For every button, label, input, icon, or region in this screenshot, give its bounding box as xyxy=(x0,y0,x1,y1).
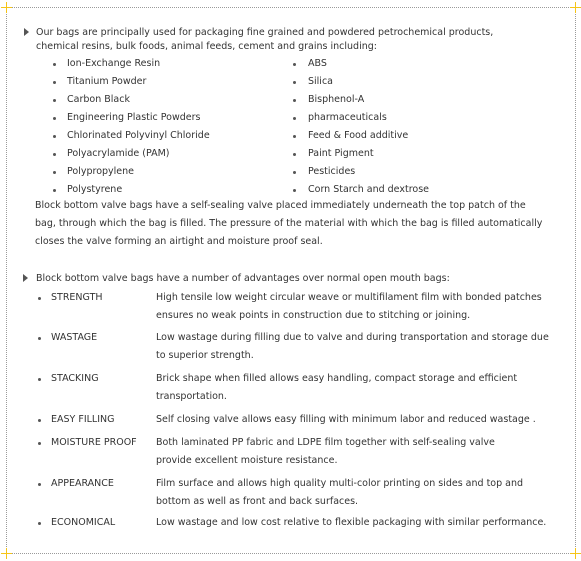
list-item-bullet xyxy=(53,99,56,102)
list-item-bullet xyxy=(293,99,296,102)
list-item-bullet xyxy=(53,135,56,138)
list-item: pharmaceuticals xyxy=(308,112,387,123)
list-item: Silica xyxy=(308,76,333,87)
frame-right-border xyxy=(575,7,576,553)
corner-mark-bottom-right xyxy=(570,548,581,559)
list-item: Bisphenol-A xyxy=(308,94,365,105)
intro-line-2: chemical resins, bulk foods, animal feeds, cement and grains including: xyxy=(36,41,377,52)
advantage-term: STACKING xyxy=(51,373,99,384)
list-item-bullet xyxy=(293,153,296,156)
list-item: Ion-Exchange Resin xyxy=(67,58,161,69)
advantage-description: Low wastage during filling due to valve and during transportation and storage due xyxy=(156,332,549,343)
list-item-bullet xyxy=(38,419,41,422)
list-item-bullet xyxy=(38,522,41,525)
frame-left-border xyxy=(6,7,7,553)
advantage-description: Self closing valve allows easy filling with minimum labor and reduced wastage . xyxy=(156,414,536,425)
list-item: Corn Starch and dextrose xyxy=(308,184,430,195)
advantage-description: Low wastage and low cost relative to flexible packaging with similar performance. xyxy=(156,517,547,528)
advantage-description: High tensile low weight circular weave or multifilament film with bonded patches xyxy=(156,292,542,303)
advantage-term: EASY FILLING xyxy=(51,414,115,425)
list-item-bullet xyxy=(53,81,56,84)
list-item: Polystyrene xyxy=(67,184,123,195)
corner-mark-bottom-left xyxy=(1,548,12,559)
advantage-description: transportation. xyxy=(156,391,227,402)
advantage-term: APPEARANCE xyxy=(51,478,114,489)
list-item: Polyacrylamide (PAM) xyxy=(67,148,170,159)
advantage-description: provide excellent moisture resistance. xyxy=(156,455,338,466)
advantage-description: Brick shape when filled allows easy handling, compact storage and efficient xyxy=(156,373,518,384)
list-item-bullet xyxy=(293,117,296,120)
advantage-description: ensures no weak points in construction due to stitching or joining. xyxy=(156,310,471,321)
advantages-intro: Block bottom valve bags have a number of advantages over normal open mouth bags: xyxy=(36,273,450,284)
advantage-description: Film surface and allows high quality multi-color printing on sides and top and xyxy=(156,478,524,489)
list-item-bullet xyxy=(293,81,296,84)
advantage-term: STRENGTH xyxy=(51,292,103,303)
advantage-description: Both laminated PP fabric and LDPE film together with self-sealing valve xyxy=(156,437,495,448)
advantage-term: MOISTURE PROOF xyxy=(51,437,137,448)
frame-top-border xyxy=(6,7,575,8)
list-item-bullet xyxy=(38,297,41,300)
list-item-bullet xyxy=(53,153,56,156)
list-item-bullet xyxy=(38,337,41,340)
list-item: Titanium Powder xyxy=(67,76,147,87)
valve-description-line-1: Block bottom valve bags have a self-sealing valve placed immediately underneath the top patch of the xyxy=(35,200,526,211)
frame-bottom-border xyxy=(6,553,575,554)
list-item: ABS xyxy=(308,58,327,69)
valve-description-line-3: closes the valve forming an airtight and moisture proof seal. xyxy=(35,236,323,247)
list-item: Pesticides xyxy=(308,166,356,177)
list-item-bullet xyxy=(38,483,41,486)
list-item-bullet xyxy=(53,117,56,120)
list-item-bullet xyxy=(38,442,41,445)
list-item-bullet xyxy=(53,171,56,174)
list-item-bullet xyxy=(53,189,56,192)
list-item: Feed & Food additive xyxy=(308,130,409,141)
valve-description-line-2: bag, through which the bag is filled. The pressure of the material with which the bag is filled automatically xyxy=(35,218,543,229)
intro-line-1: Our bags are principally used for packaging fine grained and powdered petrochemical products, xyxy=(36,27,494,38)
list-item-bullet xyxy=(293,189,296,192)
section-arrow-icon xyxy=(23,274,28,282)
list-item-bullet xyxy=(53,63,56,66)
list-item: Engineering Plastic Powders xyxy=(67,112,201,123)
corner-mark-top-right xyxy=(570,2,581,13)
list-item-bullet xyxy=(38,378,41,381)
list-item-bullet xyxy=(293,171,296,174)
list-item-bullet xyxy=(293,63,296,66)
list-item: Paint Pigment xyxy=(308,148,374,159)
advantage-term: ECONOMICAL xyxy=(51,517,116,528)
list-item: Carbon Black xyxy=(67,94,130,105)
list-item-bullet xyxy=(293,135,296,138)
advantage-term: WASTAGE xyxy=(51,332,98,343)
list-item: Polypropylene xyxy=(67,166,135,177)
list-item: Chlorinated Polyvinyl Chloride xyxy=(67,130,210,141)
section-arrow-icon xyxy=(24,28,29,36)
advantage-description: to superior strength. xyxy=(156,350,254,361)
corner-mark-top-left xyxy=(1,2,12,13)
advantage-description: bottom as well as front and back surfaces. xyxy=(156,496,359,507)
